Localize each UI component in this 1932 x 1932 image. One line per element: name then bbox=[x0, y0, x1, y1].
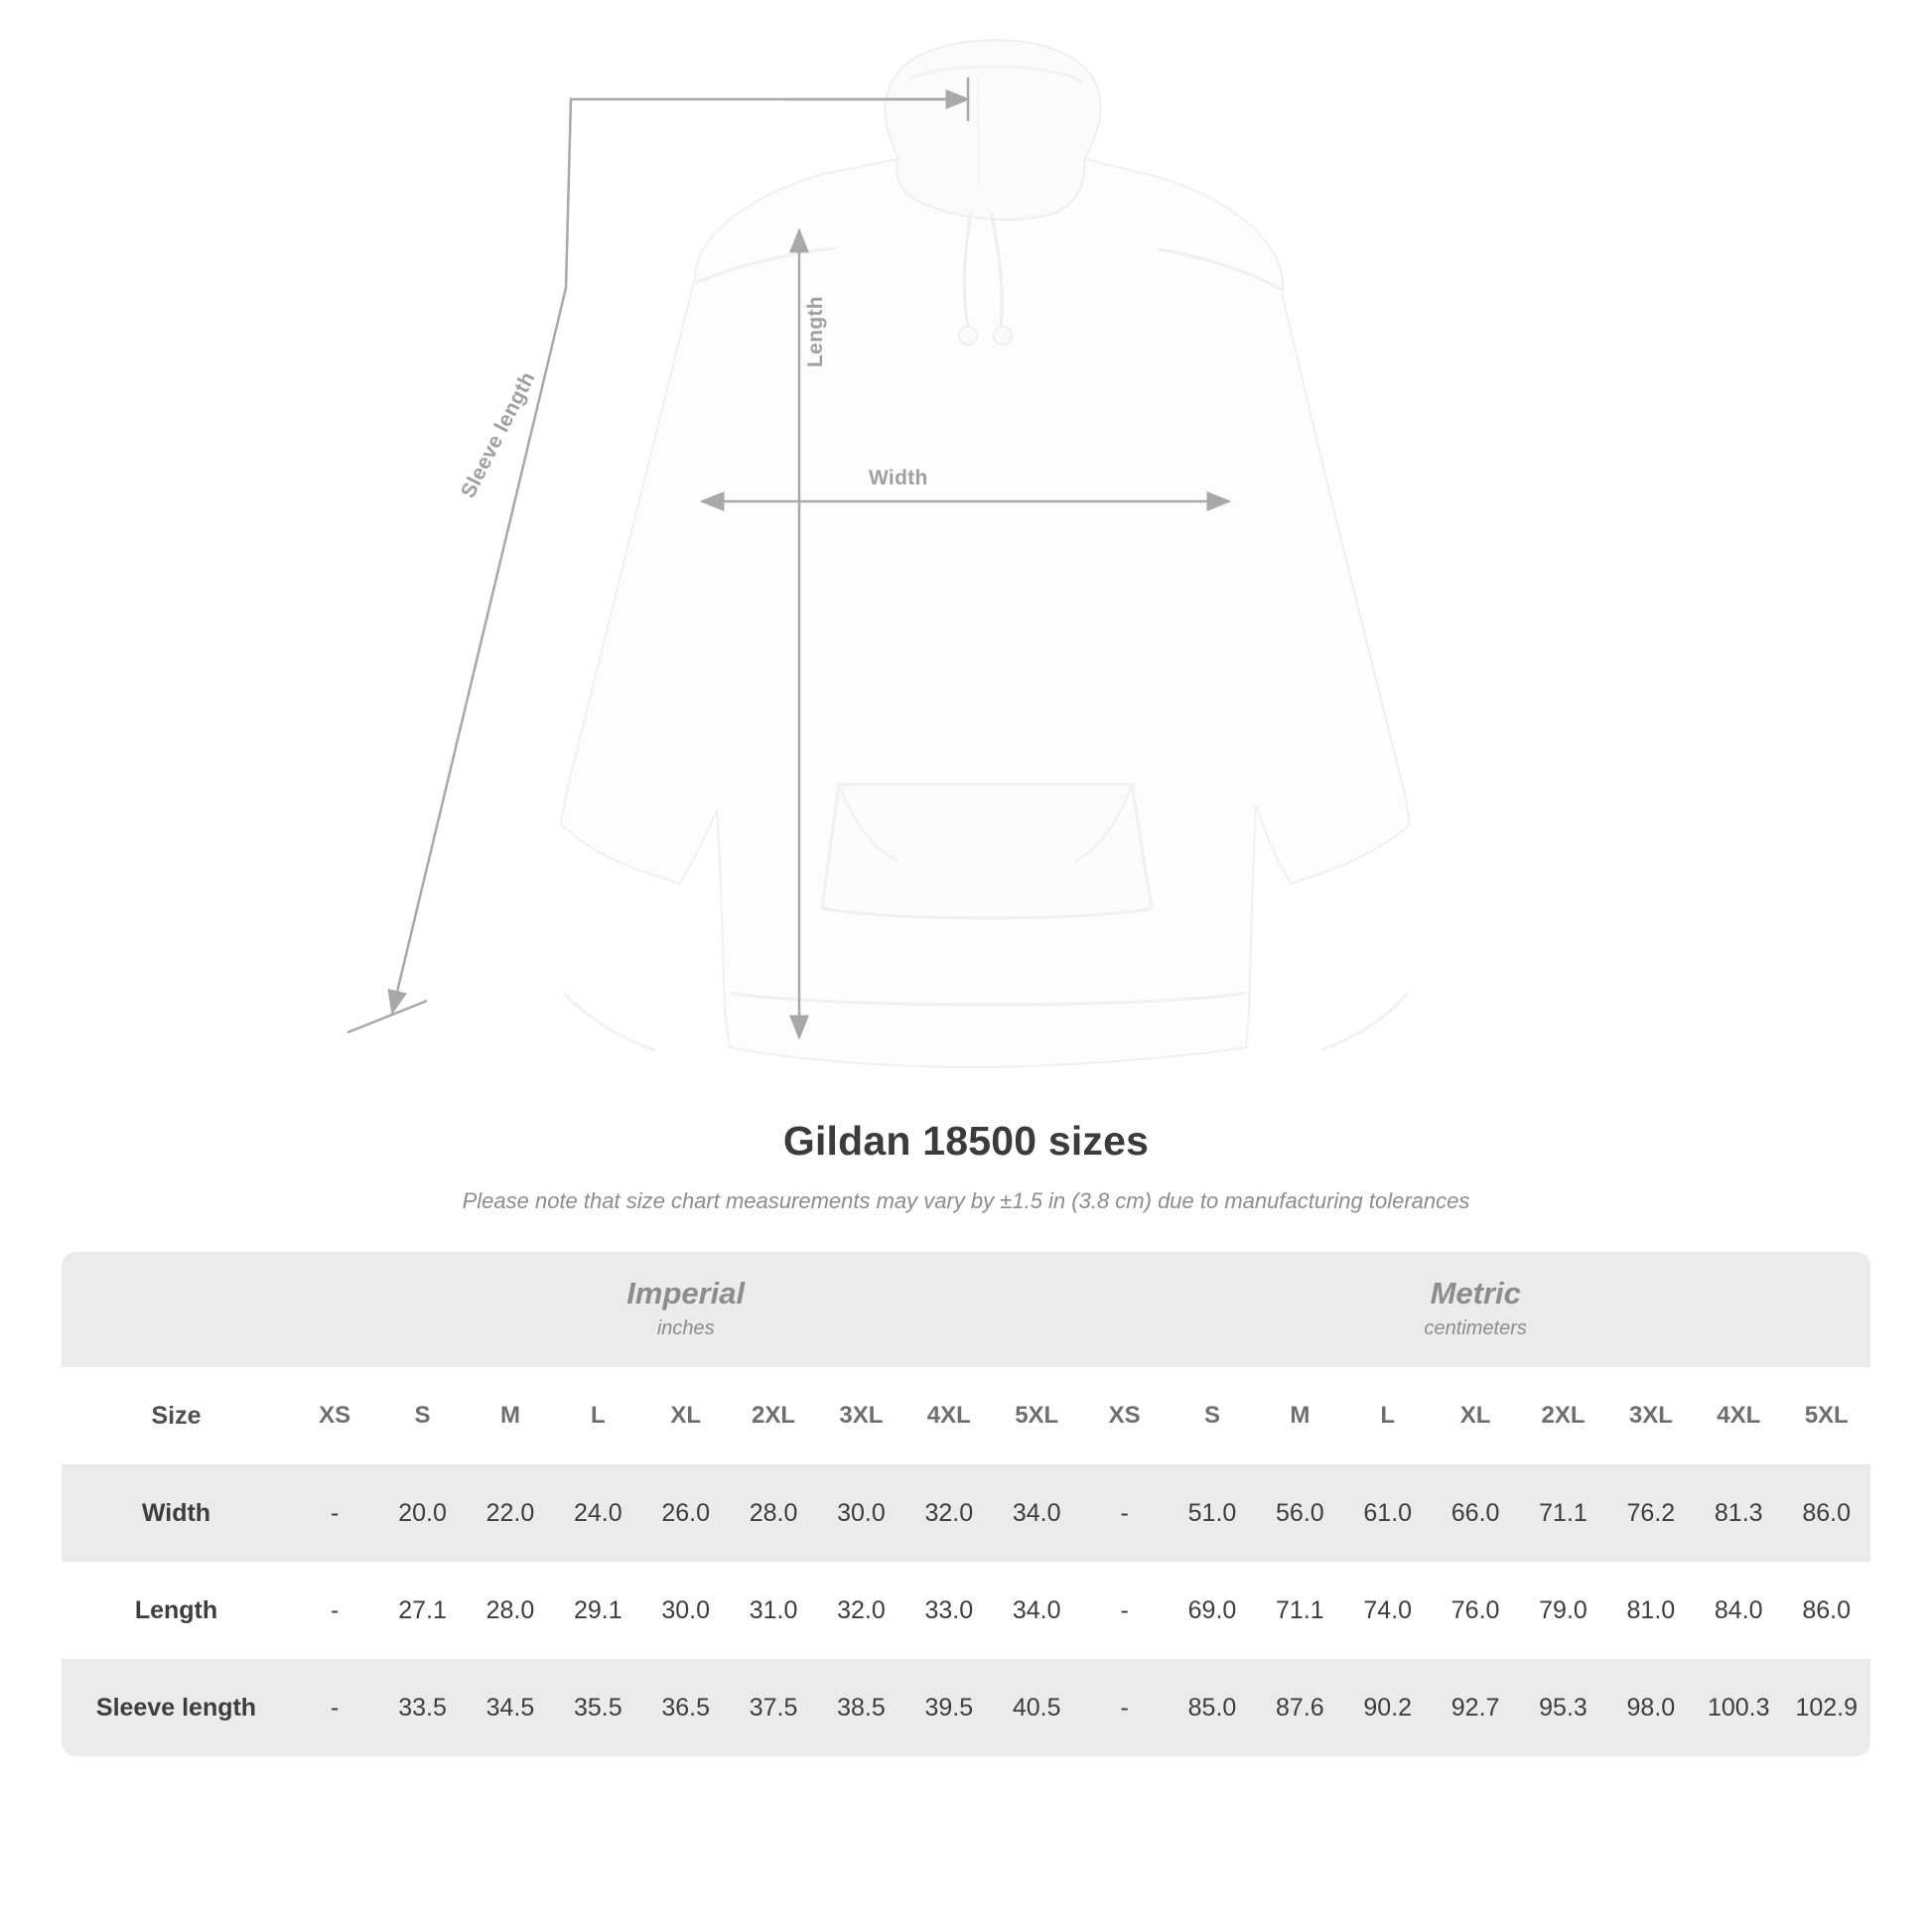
cell-width-metric-s: 51.0 bbox=[1169, 1464, 1256, 1562]
cell-sleeve-imperial-5xl: 40.5 bbox=[993, 1659, 1080, 1756]
title-block bbox=[0, 1118, 1932, 1214]
cell-length-imperial-xl: 30.0 bbox=[642, 1562, 730, 1659]
imperial-unit-sub: inches bbox=[656, 1317, 715, 1340]
cell-length-imperial-s: 27.1 bbox=[378, 1562, 466, 1659]
table-row bbox=[62, 1659, 1870, 1756]
cell-sleeve-metric-2xl: 95.3 bbox=[1519, 1659, 1606, 1756]
cell-sleeve-metric-xs: - bbox=[1080, 1659, 1168, 1756]
cell-length-metric-2xl: 79.0 bbox=[1519, 1562, 1606, 1659]
cell-sleeve-imperial-2xl: 37.5 bbox=[730, 1659, 817, 1756]
cell-width-imperial-s: 20.0 bbox=[378, 1464, 466, 1562]
cell-sleeve-imperial-xs: - bbox=[291, 1659, 378, 1756]
cell-sleeve-imperial-3xl: 38.5 bbox=[817, 1659, 904, 1756]
cell-length-metric-l: 74.0 bbox=[1344, 1562, 1432, 1659]
cell-length-metric-m: 71.1 bbox=[1256, 1562, 1343, 1659]
cell-width-imperial-m: 22.0 bbox=[467, 1464, 554, 1562]
size-col-imperial-5xl: 5XL bbox=[993, 1367, 1080, 1464]
cell-sleeve-imperial-4xl: 39.5 bbox=[905, 1659, 993, 1756]
cell-width-metric-m: 56.0 bbox=[1256, 1464, 1343, 1562]
page-title: Gildan 18500 sizes bbox=[782, 1118, 1150, 1164]
size-header-cell: Size bbox=[62, 1367, 291, 1464]
cell-sleeve-imperial-m: 34.5 bbox=[467, 1659, 554, 1756]
size-col-imperial-m: M bbox=[467, 1367, 554, 1464]
row-label-length: Length bbox=[62, 1562, 291, 1659]
cell-width-imperial-2xl: 28.0 bbox=[730, 1464, 817, 1562]
table-row bbox=[62, 1562, 1870, 1659]
cell-length-imperial-l: 29.1 bbox=[554, 1562, 641, 1659]
metric-unit-cell bbox=[1080, 1252, 1870, 1367]
cell-width-metric-xl: 66.0 bbox=[1432, 1464, 1519, 1562]
tolerance-note: Please note that size chart measurements may vary by ±1.5 in (3.8 cm) due to manufacturing tolerances bbox=[462, 1188, 1470, 1213]
cell-length-imperial-5xl: 34.0 bbox=[993, 1562, 1080, 1659]
size-col-metric-l: L bbox=[1344, 1367, 1432, 1464]
cell-length-imperial-m: 28.0 bbox=[467, 1562, 554, 1659]
cell-sleeve-metric-5xl: 102.9 bbox=[1782, 1659, 1870, 1756]
cell-length-imperial-xs: - bbox=[291, 1562, 378, 1659]
cell-sleeve-imperial-s: 33.5 bbox=[378, 1659, 466, 1756]
imperial-unit-name: Imperial bbox=[626, 1275, 746, 1311]
size-col-metric-4xl: 4XL bbox=[1695, 1367, 1782, 1464]
cell-width-metric-xs: - bbox=[1080, 1464, 1168, 1562]
unit-spacer-cell bbox=[62, 1252, 291, 1367]
cell-width-imperial-4xl: 32.0 bbox=[905, 1464, 993, 1562]
cell-width-metric-4xl: 81.3 bbox=[1695, 1464, 1782, 1562]
cell-length-metric-5xl: 86.0 bbox=[1782, 1562, 1870, 1659]
cell-width-imperial-5xl: 34.0 bbox=[993, 1464, 1080, 1562]
cell-sleeve-imperial-l: 35.5 bbox=[554, 1659, 641, 1756]
size-col-metric-3xl: 3XL bbox=[1607, 1367, 1695, 1464]
cell-sleeve-metric-xl: 92.7 bbox=[1432, 1659, 1519, 1756]
size-col-imperial-3xl: 3XL bbox=[817, 1367, 904, 1464]
hoodie-shape bbox=[561, 40, 1410, 1067]
cell-sleeve-metric-l: 90.2 bbox=[1344, 1659, 1432, 1756]
size-col-imperial-4xl: 4XL bbox=[905, 1367, 993, 1464]
cell-sleeve-metric-m: 87.6 bbox=[1256, 1659, 1343, 1756]
cell-width-metric-5xl: 86.0 bbox=[1782, 1464, 1870, 1562]
cell-sleeve-metric-s: 85.0 bbox=[1169, 1659, 1256, 1756]
table-row bbox=[62, 1464, 1870, 1562]
cell-length-imperial-4xl: 33.0 bbox=[905, 1562, 993, 1659]
size-col-metric-xl: XL bbox=[1432, 1367, 1519, 1464]
cell-width-imperial-xs: - bbox=[291, 1464, 378, 1562]
size-col-metric-2xl: 2XL bbox=[1519, 1367, 1606, 1464]
cell-sleeve-metric-3xl: 98.0 bbox=[1607, 1659, 1695, 1756]
sleeve-length-label: Sleeve length bbox=[457, 367, 540, 502]
size-header-row bbox=[62, 1367, 1870, 1464]
size-col-imperial-s: S bbox=[378, 1367, 466, 1464]
cell-length-metric-4xl: 84.0 bbox=[1695, 1562, 1782, 1659]
cell-length-metric-3xl: 81.0 bbox=[1607, 1562, 1695, 1659]
row-label-sleeve-length: Sleeve length bbox=[62, 1659, 291, 1756]
cell-length-metric-xs: - bbox=[1080, 1562, 1168, 1659]
cell-width-imperial-3xl: 30.0 bbox=[817, 1464, 904, 1562]
length-label: Length bbox=[804, 296, 827, 367]
row-label-width: Width bbox=[62, 1464, 291, 1562]
cell-length-imperial-2xl: 31.0 bbox=[730, 1562, 817, 1659]
cell-length-metric-xl: 76.0 bbox=[1432, 1562, 1519, 1659]
size-col-imperial-xs: XS bbox=[291, 1367, 378, 1464]
size-col-imperial-2xl: 2XL bbox=[730, 1367, 817, 1464]
cell-width-metric-3xl: 76.2 bbox=[1607, 1464, 1695, 1562]
size-col-metric-s: S bbox=[1169, 1367, 1256, 1464]
cell-width-imperial-xl: 26.0 bbox=[642, 1464, 730, 1562]
cell-width-metric-l: 61.0 bbox=[1344, 1464, 1432, 1562]
size-table-wrapper bbox=[62, 1252, 1870, 1756]
cell-length-metric-s: 69.0 bbox=[1169, 1562, 1256, 1659]
width-label: Width bbox=[869, 467, 928, 489]
cell-width-imperial-l: 24.0 bbox=[554, 1464, 641, 1562]
size-table bbox=[62, 1252, 1870, 1756]
unit-header-row bbox=[62, 1252, 1870, 1367]
size-col-metric-m: M bbox=[1256, 1367, 1343, 1464]
cell-sleeve-imperial-xl: 36.5 bbox=[642, 1659, 730, 1756]
cell-width-metric-2xl: 71.1 bbox=[1519, 1464, 1606, 1562]
metric-unit-sub: centimeters bbox=[1424, 1317, 1527, 1340]
size-col-imperial-xl: XL bbox=[642, 1367, 730, 1464]
imperial-unit-cell bbox=[291, 1252, 1080, 1367]
cell-length-imperial-3xl: 32.0 bbox=[817, 1562, 904, 1659]
size-col-metric-xs: XS bbox=[1080, 1367, 1168, 1464]
metric-unit-name: Metric bbox=[1430, 1275, 1521, 1311]
size-col-imperial-l: L bbox=[554, 1367, 641, 1464]
cell-sleeve-metric-4xl: 100.3 bbox=[1695, 1659, 1782, 1756]
size-col-metric-5xl: 5XL bbox=[1782, 1367, 1870, 1464]
